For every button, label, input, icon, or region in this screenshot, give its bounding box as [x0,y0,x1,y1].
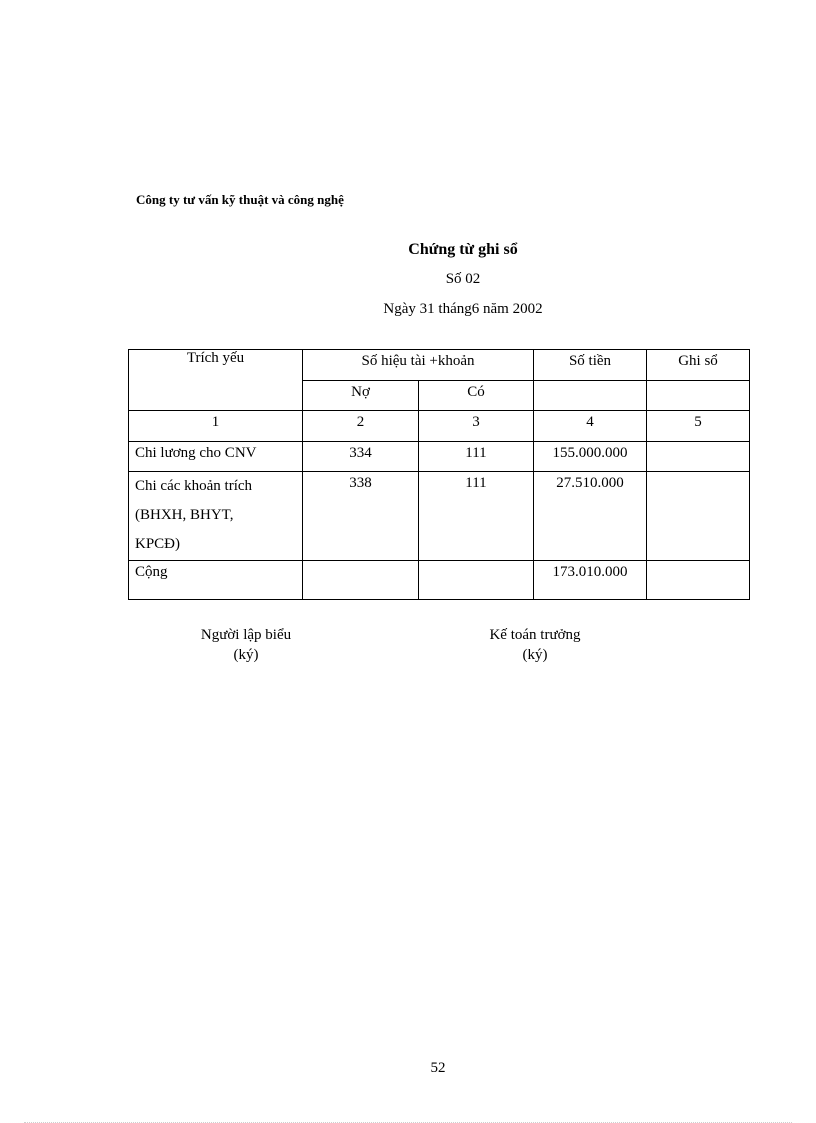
row-debit-text: 334 [349,445,372,461]
col-number-5 [647,411,750,442]
header-amount-label: Số tiền [568,353,612,369]
col-number-4-label: 4 [586,414,594,430]
col-number-5-label: 5 [694,414,702,430]
company-name: Công ty tư vấn kỹ thuật và công nghệ [136,192,344,207]
preparer-title: Người lập biểu [200,627,292,643]
header-account-group [303,350,534,381]
document-title: Chứng từ ghi sổ [408,241,518,258]
preparer-signature [186,625,306,665]
header-account-group-label: Số hiệu tài +khoản [361,353,475,369]
col-number-2 [303,411,419,442]
row-summary [129,472,303,561]
row-credit-text: 111 [465,445,487,461]
chief-accountant-sign-note: (ký) [522,647,548,663]
header-summary: Trích yếu [129,350,303,411]
header-debit-label: Nợ [351,384,370,400]
total-label [129,561,303,600]
chief-accountant-signature [470,625,600,665]
row-amount-text: 27.510.000 [556,475,624,491]
table-row [129,472,750,561]
header-note-label: Ghi sổ [678,353,718,369]
row-debit [303,442,419,472]
row-summary-line: (BHXH, BHYT, [135,507,234,523]
header-credit [419,381,534,411]
row-summary-line: Chi các khoản trích [135,478,253,494]
page-number: 52 [430,1060,446,1076]
header-amount-empty [534,381,647,411]
col-number-3 [419,411,534,442]
preparer-sign-note: (ký) [233,647,259,663]
row-note [647,472,750,561]
header-note [647,350,750,381]
row-amount [534,442,647,472]
total-label-text: Cộng [135,564,168,580]
total-amount-text: 173.010.000 [552,564,628,580]
document-date: Ngày 31 tháng6 năm 2002 [383,301,543,317]
row-summary-text: Chi lương cho CNV [135,445,257,461]
table-row [129,442,750,472]
row-summary [129,442,303,472]
header-row [129,350,750,381]
row-credit-text: 111 [465,475,487,491]
header-note-empty [647,381,750,411]
row-summary-line: KPCĐ) [135,536,181,552]
total-note-empty [647,561,750,600]
total-credit-empty [419,561,534,600]
row-credit [419,442,534,472]
total-row [129,561,750,600]
total-amount [534,561,647,600]
document-number: Số 02 [445,271,481,287]
row-debit [303,472,419,561]
total-debit-empty [303,561,419,600]
header-credit-label: Có [467,384,485,400]
col-number-2-label: 2 [356,414,365,430]
col-number-4 [534,411,647,442]
row-amount-text: 155.000.000 [552,445,628,461]
row-note [647,442,750,472]
col-number-3-label: 3 [472,414,480,430]
row-amount [534,472,647,561]
header-amount [534,350,647,381]
column-number-row [129,411,750,442]
col-number-1-label: 1 [211,414,220,430]
row-debit-text: 338 [349,475,372,491]
row-credit [419,472,534,561]
ledger-table [128,349,750,600]
header-debit [303,381,419,411]
chief-accountant-title: Kế toán trưởng [489,627,581,643]
col-number-1 [129,411,303,442]
